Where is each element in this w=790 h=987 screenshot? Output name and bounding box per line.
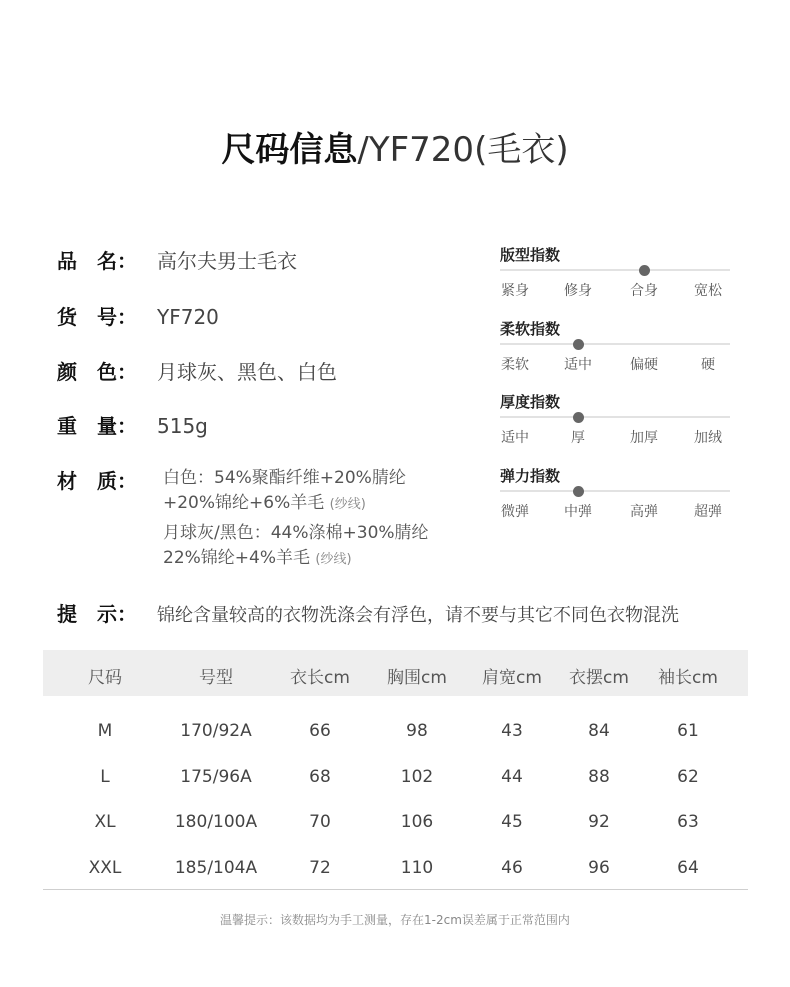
table-cell: 61 [677, 721, 699, 741]
info-label: 颜 色： [57, 360, 137, 384]
index-block [500, 391, 730, 446]
tip-value: 锦纶含量较高的衣物洗涤会有浮色，请不要与其它不同色衣物混洗 [157, 605, 679, 626]
index-title: 厚度指数 [500, 393, 561, 411]
info-value: 515g [157, 414, 208, 438]
index-option: 紧身 [501, 283, 529, 299]
table-cell: L [100, 767, 110, 787]
material-text: 月球灰/黑色：44%涤棉+30%腈纶 [163, 523, 429, 543]
index-track [500, 416, 730, 418]
material-note: (纱线) [315, 552, 352, 567]
table-header [43, 650, 748, 696]
table-cell: M [97, 721, 113, 741]
index-option: 柔软 [501, 357, 529, 373]
material-text: 白色：54%聚酯纤维+20%腈纶 [163, 468, 406, 488]
index-option: 合身 [630, 283, 658, 299]
index-marker [573, 339, 584, 350]
table-cell: 180/100A [174, 812, 258, 832]
table-cell: 45 [501, 812, 523, 832]
table-cell: 88 [588, 767, 610, 787]
tip-label: 提 示： [57, 602, 137, 626]
index-title: 版型指数 [500, 246, 561, 264]
header-cell: 衣摆cm [569, 668, 629, 688]
header-cell: 号型 [199, 668, 233, 688]
title-sub: /YF720(毛衣) [357, 130, 569, 170]
index-track [500, 269, 730, 271]
table-row [43, 710, 748, 756]
index-block [500, 318, 730, 373]
index-marker [573, 486, 584, 497]
table-cell: 170/92A [180, 721, 252, 741]
table-row [43, 801, 748, 847]
info-label: 材 质： [57, 469, 137, 493]
index-option: 适中 [501, 430, 529, 446]
info-value: YF720 [157, 305, 219, 329]
table-cell: XL [94, 812, 116, 832]
info-row-color [57, 356, 337, 385]
table-cell: 64 [677, 858, 699, 878]
table-cell: 66 [309, 721, 331, 741]
table-cell: 70 [309, 812, 331, 832]
table-cell: 110 [400, 858, 434, 878]
table-cell: 96 [588, 858, 610, 878]
page-title [0, 122, 790, 171]
index-option: 宽松 [694, 283, 722, 299]
info-row-weight [57, 410, 208, 439]
info-label: 重 量： [57, 414, 137, 438]
material-text: +20%锦纶+6%羊毛 [163, 493, 325, 513]
info-row-sku [57, 301, 219, 330]
index-option: 厚 [571, 430, 585, 446]
table-cell: 63 [677, 812, 699, 832]
info-label: 货 号： [57, 305, 137, 329]
table-row [43, 847, 748, 893]
table-cell: 106 [400, 812, 434, 832]
table-cell: 72 [309, 858, 331, 878]
table-cell: 175/96A [180, 767, 252, 787]
table-divider [43, 889, 748, 890]
index-track [500, 343, 730, 345]
material-line [163, 492, 366, 516]
info-label: 品 名： [57, 249, 137, 273]
table-cell: 62 [677, 767, 699, 787]
table-cell: 185/104A [174, 858, 258, 878]
index-option: 加绒 [694, 430, 722, 446]
table-cell: 68 [309, 767, 331, 787]
index-option: 微弹 [501, 504, 529, 520]
index-block [500, 244, 730, 299]
info-row-name [57, 245, 297, 274]
header-cell: 袖长cm [658, 668, 718, 688]
index-marker [639, 265, 650, 276]
table-cell: 102 [400, 767, 434, 787]
index-block [500, 465, 730, 520]
header-cell: 尺码 [88, 668, 122, 688]
info-value: 月球灰、黑色、白色 [157, 360, 337, 384]
footer-note: 温馨提示：该数据均为手工测量，存在1-2cm误差属于正常范围内 [220, 913, 570, 927]
material-line [163, 522, 429, 545]
index-track [500, 490, 730, 492]
index-option: 偏硬 [630, 357, 658, 373]
material-text: 22%锦纶+4%羊毛 [163, 548, 310, 568]
title-main: 尺码信息 [221, 130, 358, 170]
table-cell: 92 [588, 812, 610, 832]
index-option: 修身 [564, 283, 592, 299]
index-option: 硬 [701, 357, 715, 373]
table-cell: 98 [406, 721, 428, 741]
info-value: 高尔夫男士毛衣 [157, 249, 297, 273]
index-marker [573, 412, 584, 423]
index-title: 柔软指数 [500, 320, 561, 338]
table-cell: 84 [588, 721, 610, 741]
material-line [163, 467, 406, 490]
header-cell: 肩宽cm [482, 668, 542, 688]
index-option: 加厚 [630, 430, 658, 446]
header-cell: 衣长cm [290, 668, 350, 688]
header-cell: 胸围cm [387, 668, 447, 688]
index-title: 弹力指数 [500, 467, 561, 485]
material-note: (纱线) [329, 497, 366, 512]
index-option: 适中 [564, 357, 592, 373]
table-cell: XXL [88, 858, 122, 878]
info-row-material [57, 465, 157, 494]
index-option: 超弹 [694, 504, 722, 520]
table-cell: 44 [501, 767, 523, 787]
index-option: 高弹 [630, 504, 658, 520]
table-row [43, 756, 748, 802]
tip-row [57, 598, 679, 627]
table-cell: 43 [501, 721, 523, 741]
table-cell: 46 [501, 858, 523, 878]
index-option: 中弹 [564, 504, 592, 520]
material-line [163, 547, 352, 571]
